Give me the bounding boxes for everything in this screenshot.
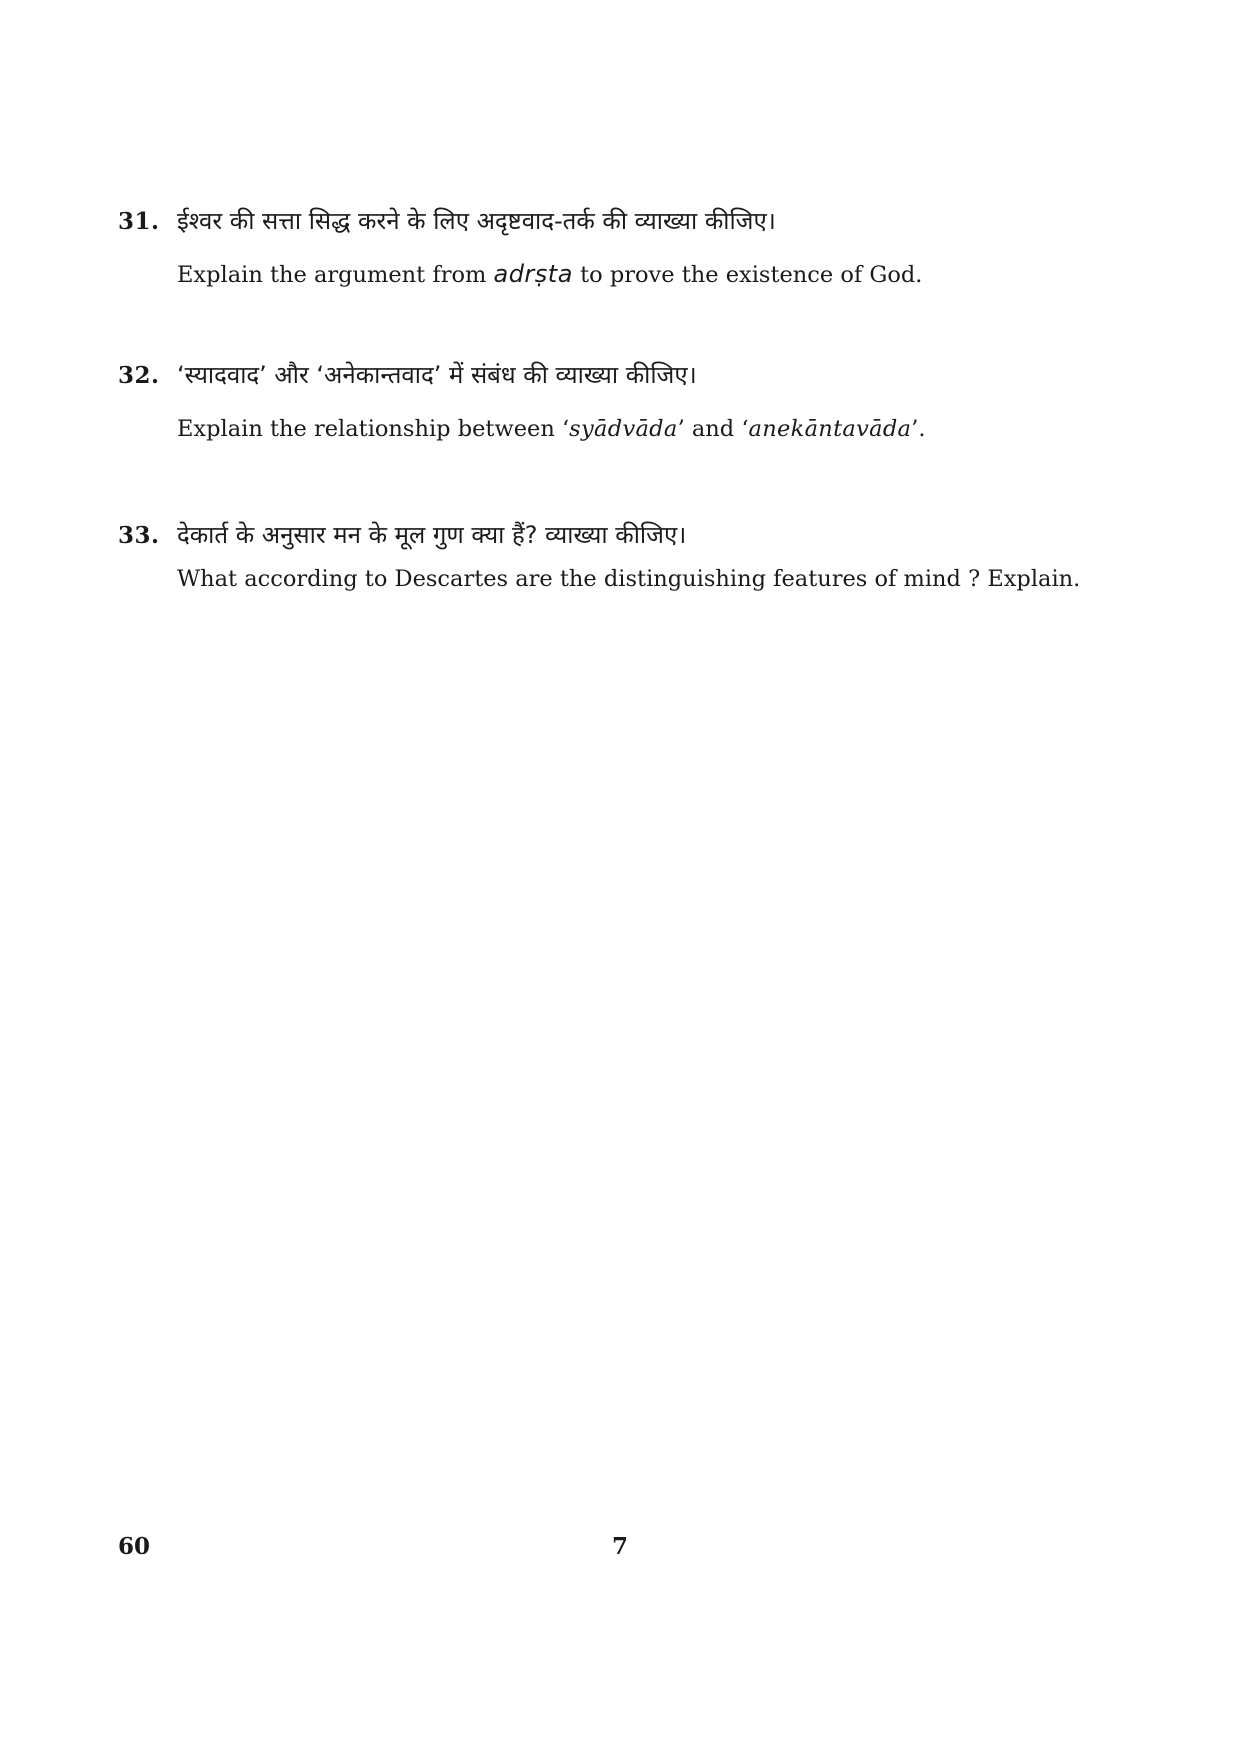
term-syadvada: syādvāda xyxy=(569,416,678,442)
question-text-part: to prove the existence of God. xyxy=(572,262,923,288)
question-text-hindi: ‘स्यादवाद’ और ‘अनेकान्तवाद’ में संबंध की व्याख्या कीजिए। xyxy=(177,361,697,389)
term-anekantavada: anekāntavāda xyxy=(748,416,912,442)
question-text-part: Explain the argument from xyxy=(177,262,494,288)
question-number: 32. xyxy=(118,362,160,389)
question-text-hindi: ईश्वर की सत्ता सिद्ध करने के लिए अदृष्टवाद-तर्क की व्याख्या कीजिए। xyxy=(177,207,776,235)
question-text-english: What according to Descartes are the distinguishing features of mind ? Explain. xyxy=(177,566,1081,592)
term-adrsta: adrṣta xyxy=(493,260,573,288)
page-number: 7 xyxy=(612,1533,629,1560)
question-text-english xyxy=(177,416,926,442)
question-text-hindi: देकार्त के अनुसार मन के मूल गुण क्या हैं? व्याख्या कीजिए। xyxy=(177,521,687,549)
question-number: 31. xyxy=(118,208,160,235)
question-text-part: ’. xyxy=(911,416,926,442)
question-text-part: ’ and ‘ xyxy=(677,416,749,442)
paper-code: 60 xyxy=(118,1533,151,1560)
question-number: 33. xyxy=(118,522,160,549)
question-text-part: Explain the relationship between ‘ xyxy=(177,416,570,442)
question-text-english xyxy=(177,260,922,288)
